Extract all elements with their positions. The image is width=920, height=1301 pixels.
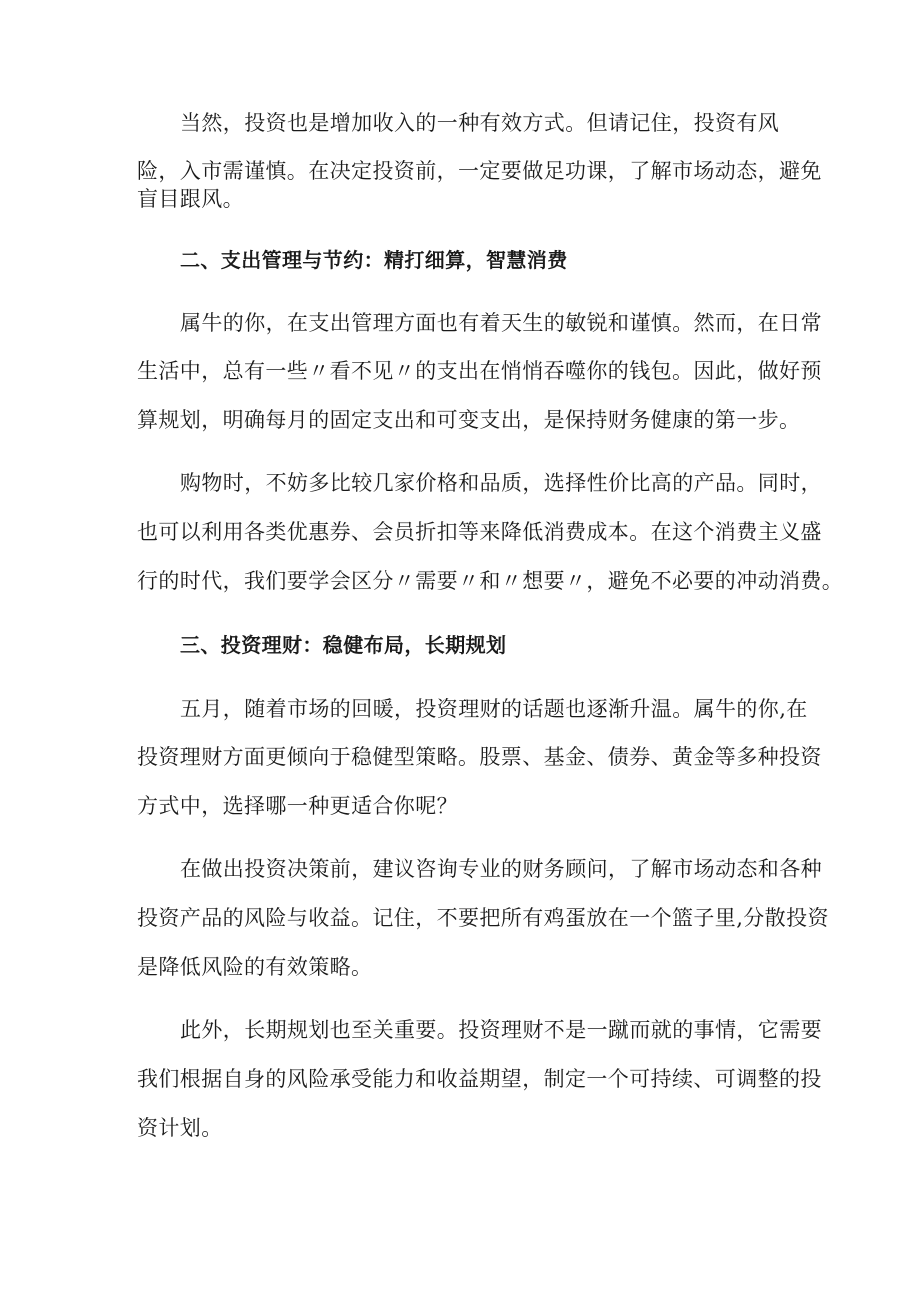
paragraph-1-line-3: 盲目跟风。 [137, 187, 244, 211]
paragraph-3-line-3: 行的时代，我们要学会区分〃需要〃和〃想要〃，避免不必要的冲动消费。 [137, 569, 844, 593]
paragraph-2-line-2: 生活中，总有一些〃看不见〃的支出在悄悄吞噬你的钱包。因此，做好预 [137, 359, 822, 383]
paragraph-3-line-2: 也可以利用各类优惠券、会员折扣等来降低消费成本。在这个消费主义盛 [137, 520, 822, 544]
section-heading-2: 二、支出管理与节约：精打细算，智慧消费 [180, 248, 568, 272]
paragraph-1-line-2: 险，入市需谨慎。在决定投资前，一定要做足功课，了解市场动态，避免 [137, 159, 822, 183]
paragraph-1-line-1: 当然，投资也是增加收入的一种有效方式。但请记住，投资有风 [180, 111, 780, 135]
section-heading-3: 三、投资理财：稳健布局，长期规划 [180, 633, 507, 657]
paragraph-6-line-2: 我们根据自身的风险承受能力和收益期望，制定一个可持续、可调整的投 [137, 1067, 822, 1091]
paragraph-6-line-3: 资计划。 [137, 1116, 223, 1140]
paragraph-2-line-3: 算规划，明确每月的固定支出和可变支出，是保持财务健康的第一步。 [137, 408, 801, 432]
paragraph-5-line-2: 投资产品的风险与收益。记住，不要把所有鸡蛋放在一个篮子里,分散投资 [137, 906, 829, 930]
paragraph-5-line-1: 在做出投资决策前，建议咨询专业的财务顾问，了解市场动态和各种 [180, 857, 822, 881]
paragraph-4-line-3: 方式中，选择哪一种更适合你呢？ [137, 794, 458, 818]
paragraph-2-line-1: 属牛的你，在支出管理方面也有着天生的敏锐和谨慎。然而，在日常 [180, 311, 822, 335]
paragraph-4-line-2: 投资理财方面更倾向于稳健型策略。股票、基金、债券、黄金等多种投资 [137, 745, 822, 769]
paragraph-5-line-3: 是降低风险的有效策略。 [137, 955, 373, 979]
paragraph-4-line-1: 五月，随着市场的回暖，投资理财的话题也逐渐升温。属牛的你,在 [180, 697, 808, 721]
paragraph-6-line-1: 此外，长期规划也至关重要。投资理财不是一蹴而就的事情，它需要 [180, 1018, 822, 1042]
paragraph-3-line-1: 购物时，不妨多比较几家价格和品质，选择性价比高的产品。同时， [180, 471, 822, 495]
